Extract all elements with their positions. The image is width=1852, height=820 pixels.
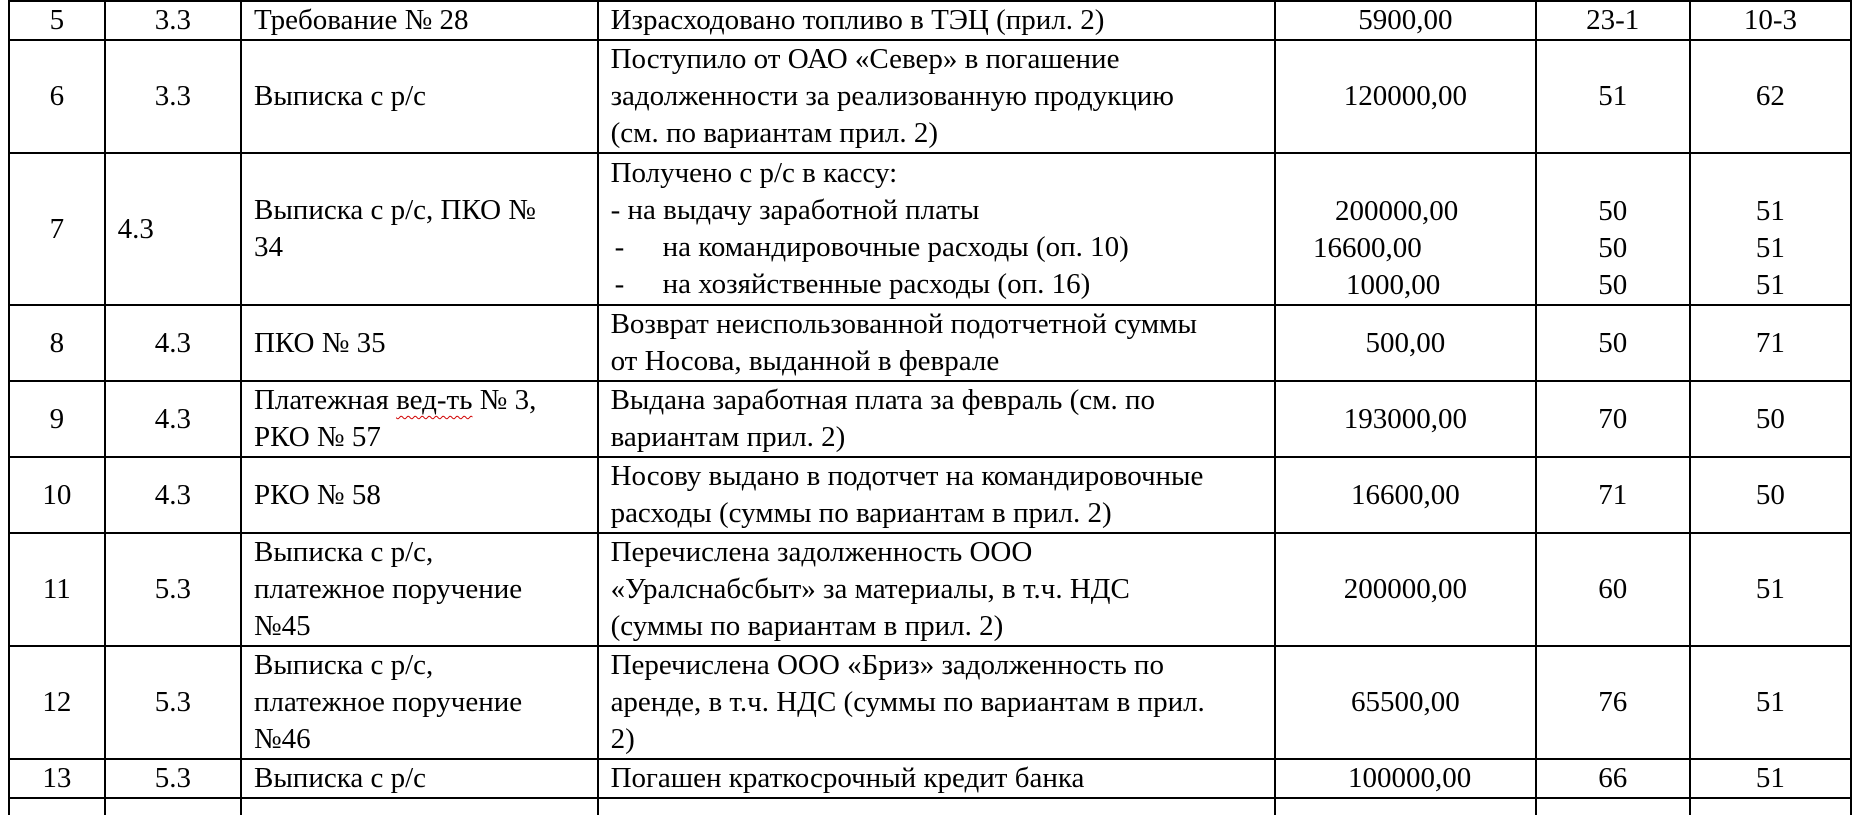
credit-account-cell: 71 (1690, 305, 1851, 381)
credit-account-cell: 62 (1690, 40, 1851, 153)
debit-account-cell: 71 (1536, 457, 1690, 533)
credit-account-text: 51 (1755, 269, 1785, 301)
document-text (254, 382, 585, 419)
amount-cell: 193000,00 (1275, 381, 1536, 457)
document-text: ПКО № 35 (253, 326, 386, 359)
document-text-part: Платежная (253, 384, 397, 416)
dash-marker: - (610, 194, 621, 226)
description-cell (598, 305, 1275, 381)
description-text: задолженности за реализованную продукцию (610, 80, 1174, 112)
description-text: расходы (суммы по вариантам в прил. 2) (610, 497, 1112, 529)
description-cell (598, 153, 1275, 305)
description-text: (см. по вариантам прил. 2) (610, 117, 938, 149)
amount-text: 100000,00 (1348, 762, 1472, 794)
amount-text: 200000,00 (1335, 195, 1459, 227)
debit-account-cell: 60 (1536, 533, 1690, 646)
document-text: платежное поручение (253, 573, 523, 605)
document-text: Выписка с р/с (253, 80, 427, 112)
description-item (611, 192, 1262, 229)
debit-account-cell: 66 (1536, 759, 1690, 798)
table-row (9, 153, 1851, 305)
description-item (611, 229, 1262, 266)
credit-account-cell: 50 (1690, 381, 1851, 457)
table-row (9, 305, 1851, 381)
table-row (9, 646, 1851, 759)
empty-cell (105, 798, 241, 815)
amount-text: 16600,00 (1313, 232, 1422, 264)
date-cell: 5.3 (105, 646, 241, 759)
table-row (9, 381, 1851, 457)
amount-cell (1275, 153, 1536, 305)
date-cell: 3.3 (105, 1, 241, 40)
document-cell (241, 1, 598, 40)
empty-cell (241, 798, 598, 815)
description-item-text: на выдачу заработной платы (627, 194, 980, 226)
empty-cell (1536, 798, 1690, 815)
row-number-cell: 13 (9, 759, 105, 798)
empty-cell (1690, 798, 1851, 815)
credit-account-cell: 51 (1690, 759, 1851, 798)
document-cell (241, 153, 598, 305)
debit-account-text: 50 (1598, 195, 1628, 227)
debit-account-cell: 51 (1536, 40, 1690, 153)
table-row (9, 457, 1851, 533)
credit-account-text: 51 (1755, 232, 1785, 264)
transaction-journal-table (8, 0, 1852, 815)
date-cell: 5.3 (105, 533, 241, 646)
credit-account-cell: 10-3 (1690, 1, 1851, 40)
amount-text: 1000,00 (1346, 269, 1441, 301)
description-text: «Уралснабсбыт» за материалы, в т.ч. НДС (610, 573, 1130, 605)
date-cell: 4.3 (105, 153, 241, 305)
debit-account-cell: 76 (1536, 646, 1690, 759)
description-cell (598, 759, 1275, 798)
table-row (9, 759, 1851, 798)
credit-account-cell (1690, 153, 1851, 305)
document-cell (241, 40, 598, 153)
description-text: (суммы по вариантам в прил. 2) (610, 610, 1004, 642)
description-cell (598, 457, 1275, 533)
description-text: Перечислена ООО «Бриз» задолженность по (610, 649, 1164, 681)
empty-cell (598, 798, 1275, 815)
document-cell (241, 533, 598, 646)
document-text: Выписка с р/с (253, 762, 427, 794)
document-text: Требование № 28 (253, 4, 469, 36)
description-header: Получено с р/с в кассу: (610, 157, 898, 189)
date-cell: 5.3 (105, 759, 241, 798)
dash-marker: - (614, 268, 625, 300)
document-text: платежное поручение (253, 686, 523, 718)
amount-cell (1275, 759, 1536, 798)
amount-cell: 120000,00 (1275, 40, 1536, 153)
table-row-partial (9, 798, 1851, 815)
debit-account-cell (1536, 153, 1690, 305)
document-text: №46 (253, 723, 311, 755)
document-cell (241, 381, 598, 457)
amount-cell: 16600,00 (1275, 457, 1536, 533)
description-text: аренде, в т.ч. НДС (суммы по вариантам в прил. (610, 686, 1205, 718)
document-cell (241, 646, 598, 759)
amount-cell: 5900,00 (1275, 1, 1536, 40)
description-item-text: на хозяйственные расходы (оп. 16) (662, 268, 1091, 300)
row-number-cell: 5 (9, 1, 105, 40)
debit-account-text: 50 (1598, 269, 1628, 301)
row-number-cell: 10 (9, 457, 105, 533)
empty-cell (1275, 798, 1536, 815)
row-number-cell: 11 (9, 533, 105, 646)
row-number-cell: 12 (9, 646, 105, 759)
description-cell (598, 1, 1275, 40)
amount-cell: 65500,00 (1275, 646, 1536, 759)
table-row (9, 1, 1851, 40)
description-item-text: на командировочные расходы (оп. 10) (662, 231, 1129, 263)
empty-cell (9, 798, 105, 815)
document-text: РКО № 58 (253, 478, 381, 511)
row-number-cell: 6 (9, 40, 105, 153)
date-cell: 3.3 (105, 40, 241, 153)
date-cell: 4.3 (105, 381, 241, 457)
row-number-cell: 8 (9, 305, 105, 381)
description-text: Погашен краткосрочный кредит банка (610, 762, 1085, 794)
row-number-cell: 7 (9, 153, 105, 305)
description-text: Носову выдано в подотчет на командировочные (610, 460, 1204, 492)
credit-account-text: 51 (1755, 195, 1785, 227)
date-cell: 4.3 (105, 457, 241, 533)
dash-marker: - (614, 231, 625, 263)
description-text: вариантам прил. 2) (610, 421, 846, 453)
debit-account-cell: 23-1 (1536, 1, 1690, 40)
description-text: Израсходовано топливо в ТЭЦ (прил. 2) (610, 4, 1105, 36)
debit-account-cell: 50 (1536, 305, 1690, 381)
credit-account-cell: 50 (1690, 457, 1851, 533)
credit-account-cell: 51 (1690, 533, 1851, 646)
row-number-cell: 9 (9, 381, 105, 457)
document-cell (241, 457, 598, 533)
amount-cell: 200000,00 (1275, 533, 1536, 646)
document-cell (241, 759, 598, 798)
description-text: 2) (610, 723, 635, 755)
document-text: №45 (253, 610, 311, 642)
description-cell (598, 646, 1275, 759)
spellcheck-flagged-word: вед-ть (396, 384, 473, 416)
description-text: Перечислена задолженность ООО (610, 536, 1033, 568)
debit-account-text: 50 (1598, 232, 1628, 264)
table-row (9, 533, 1851, 646)
description-text: Выдана заработная плата за февраль (см. по (610, 384, 1156, 416)
description-item (611, 266, 1262, 303)
description-cell (598, 533, 1275, 646)
document-text: РКО № 57 (253, 421, 381, 453)
description-cell (598, 40, 1275, 153)
credit-account-cell: 51 (1690, 646, 1851, 759)
description-text: от Носова, выданной в феврале (610, 345, 1000, 377)
description-cell (598, 381, 1275, 457)
document-text: Выписка с р/с, (253, 536, 434, 568)
description-text: Поступило от ОАО «Север» в погашение (610, 43, 1120, 75)
document-text-part: № 3, (472, 384, 537, 416)
amount-cell: 500,00 (1275, 305, 1536, 381)
document-cell (241, 305, 598, 381)
document-text: Выписка с р/с, (253, 649, 434, 681)
description-text: Возврат неиспользованной подотчетной суммы (610, 308, 1197, 340)
debit-account-cell: 70 (1536, 381, 1690, 457)
document-text: 34 (253, 231, 283, 263)
table-row (9, 40, 1851, 153)
document-text: Выписка с р/с, ПКО № (253, 194, 536, 226)
date-cell: 4.3 (105, 305, 241, 381)
